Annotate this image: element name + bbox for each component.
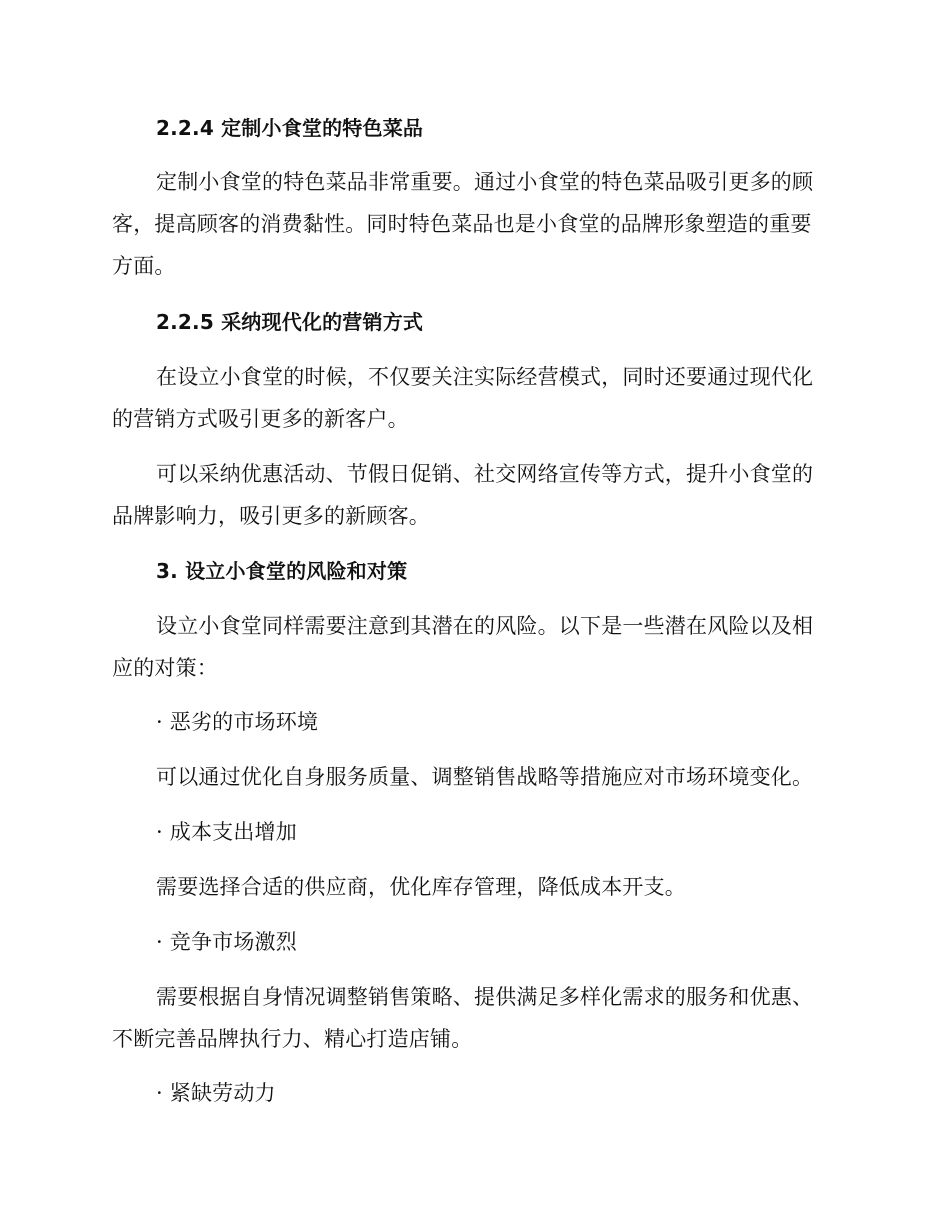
paragraph-line: 定制小食堂的特色菜品非常重要。通过小食堂的特色菜品吸引更多的顾 [156,170,814,194]
risk-bullet: · 紧缺劳动力 [156,1081,276,1105]
risk-countermeasure-line: 不断完善品牌执行力、精心打造店铺。 [112,1027,473,1051]
paragraph-line: 方面。 [112,254,176,278]
paragraph-line: 可以采纳优惠活动、节假日促销、社交网络宣传等方式，提升小食堂的 [156,462,814,486]
paragraph-line: 设立小食堂同样需要注意到其潜在的风险。以下是一些潜在风险以及相 [156,614,814,638]
paragraph-line: 品牌影响力，吸引更多的新顾客。 [112,504,430,528]
risk-bullet: · 竞争市场激烈 [156,930,297,954]
paragraph-line: 的营销方式吸引更多的新客户。 [112,407,409,431]
paragraph-line: 应的对策： [112,656,218,680]
risk-bullet: · 恶劣的市场环境 [156,710,319,734]
risk-countermeasure-line: 需要选择合适的供应商，优化库存管理，降低成本开支。 [156,875,686,899]
risk-countermeasure-line: 需要根据自身情况调整销售策略、提供满足多样化需求的服务和优惠、 [156,985,814,1009]
section-heading-3: 3. 设立小食堂的风险和对策 [156,559,408,583]
section-heading-2-2-4: 2.2.4 定制小食堂的特色菜品 [156,116,424,140]
paragraph-line: 客，提高顾客的消费黏性。同时特色菜品也是小食堂的品牌形象塑造的重要 [112,212,812,236]
risk-bullet: · 成本支出增加 [156,820,297,844]
paragraph-line: 在设立小食堂的时候，不仅要关注实际经营模式，同时还要通过现代化 [156,365,814,389]
section-heading-2-2-5: 2.2.5 采纳现代化的营销方式 [156,310,424,334]
risk-countermeasure-line: 可以通过优化自身服务质量、调整销售战略等措施应对市场环境变化。 [156,765,814,789]
